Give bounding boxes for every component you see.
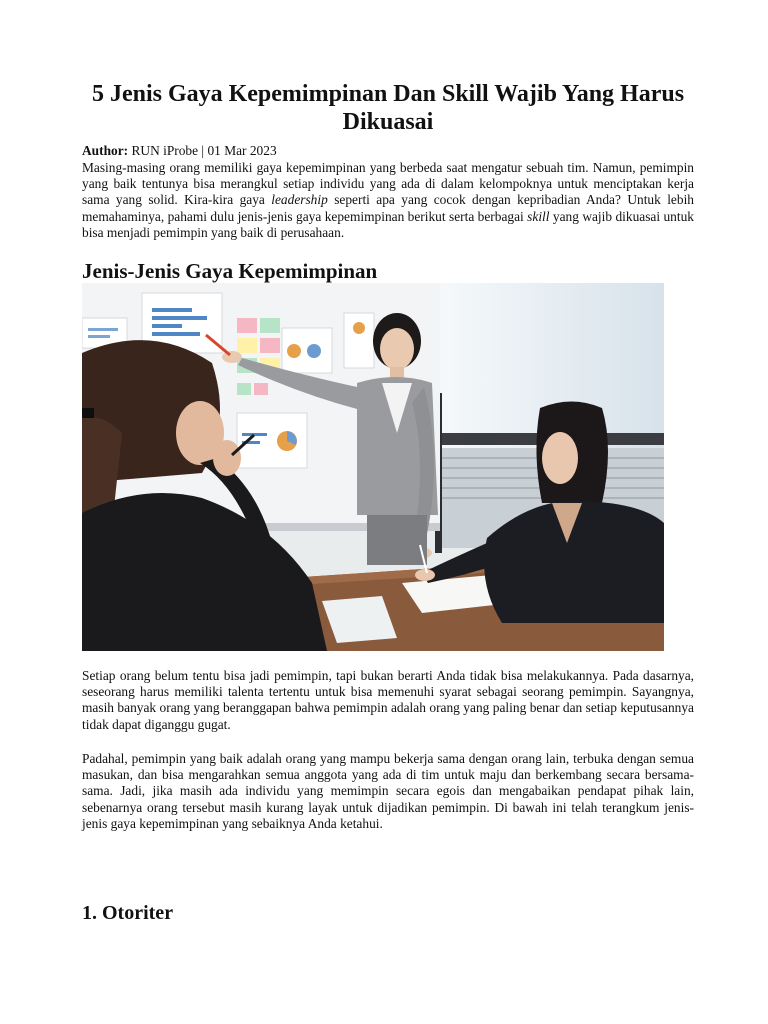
date-separator: | bbox=[198, 143, 208, 158]
section-heading: Jenis-Jenis Gaya Kepemimpinan bbox=[82, 259, 378, 283]
publish-date: 01 Mar 2023 bbox=[207, 143, 277, 158]
meeting-photo bbox=[82, 283, 664, 651]
author-name: RUN iProbe bbox=[131, 143, 199, 158]
article-title: 5 Jenis Gaya Kepemimpinan Dan Skill Wajib Yang Harus Dikuasai bbox=[91, 81, 685, 135]
intro-text-part-2: seperti apa yang cocok dengan kepribadian Anda? Untuk lebih memahaminya, pahami dulu jenis-jenis gaya kepemimpinan berikut serta berbagai bbox=[82, 192, 694, 224]
intro-emphasis-leadership: leadership bbox=[271, 192, 328, 208]
intro-text-part-1: Masing-masing orang memiliki gaya kepemimpinan yang berbeda saat mengatur sebuah tim. Namun, pemimpin yang baik tentunya bisa merangkul setiap individu yang ada di dalam kelompoknya untuk menciptakan kerja sama yang solid. Kira-kira gaya bbox=[82, 160, 694, 208]
body-paragraph-2: Setiap orang belum tentu bisa jadi pemimpin, tapi bukan berarti Anda tidak bisa melakukannya. Pada dasarnya, seseorang harus memiliki talenta tertentu untuk bisa memenuhi syarat sebagai seorang pemimpin. Sayangnya, masih banyak orang yang beranggapan bahwa pemimpin adalah orang yang paling benar dan setiap keputusannya tidak dapat diganggu gugat. bbox=[82, 668, 694, 732]
intro-emphasis-skill: skill bbox=[527, 208, 550, 224]
author-label: Author: bbox=[82, 143, 129, 158]
intro-paragraph bbox=[82, 160, 694, 241]
body-paragraph-3: Padahal, pemimpin yang baik adalah orang yang mampu bekerja sama dengan orang lain, terbuka dengan semua masukan, dan bisa mengarahkan semua anggota yang ada di tim untuk maju dan berkembang secara bersama-sama. Jadi, jika masih ada individu yang memimpin secara egois dan mengabaikan pendapat pihak lain, sebenarnya orang tersebut masih kurang layak untuk dijadikan pemimpin. Di bawah ini telah terangkum jenis-jenis gaya kepemimpinan yang sebaiknya Anda ketahui. bbox=[82, 751, 694, 831]
subheading-otoriter: 1. Otoriter bbox=[82, 902, 174, 924]
intro-text-part-3: yang wajib dikuasai untuk bisa menjadi pemimpin yang baik di perusahaan. bbox=[82, 208, 694, 240]
article-meta bbox=[82, 143, 694, 159]
